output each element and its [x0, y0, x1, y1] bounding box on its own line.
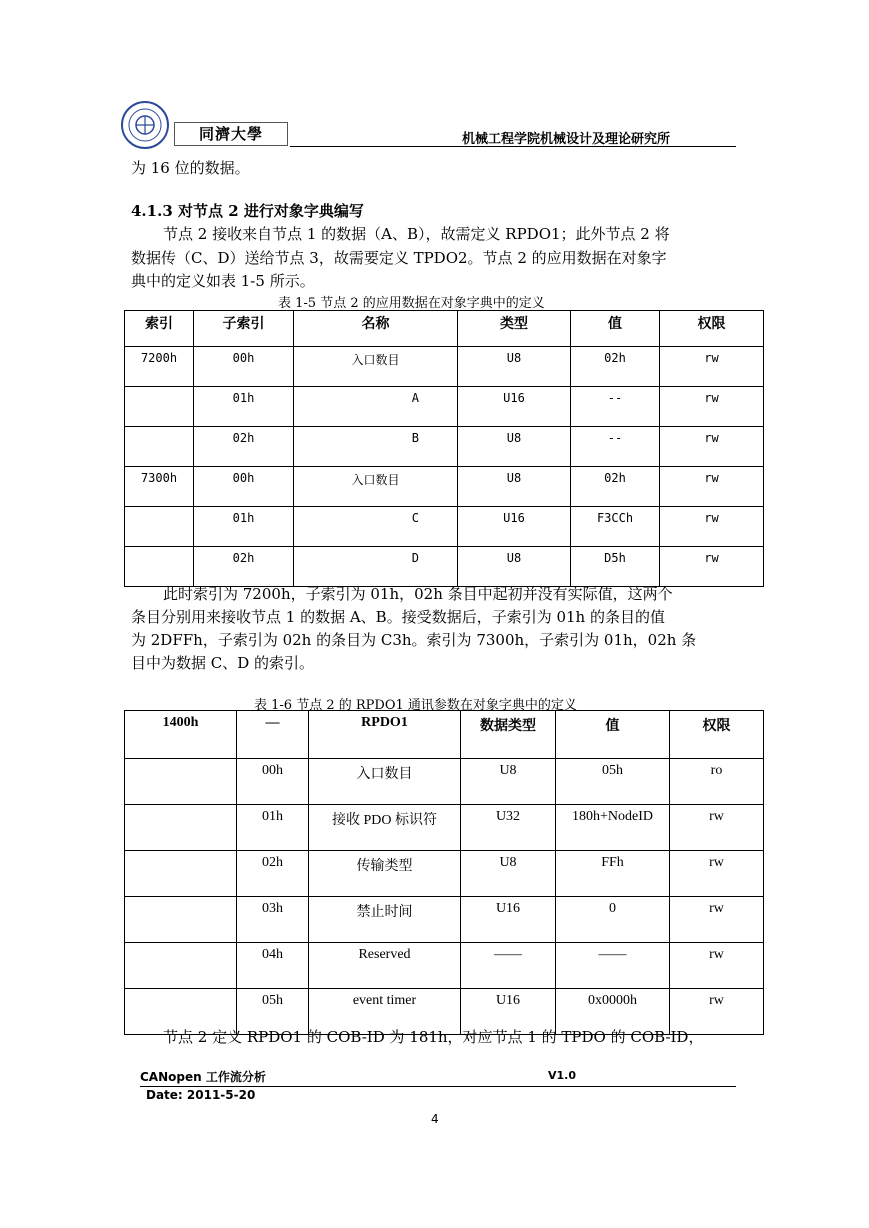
- table-cell: 入口数目: [294, 347, 458, 387]
- page-number: 4: [431, 1112, 439, 1126]
- table-cell: 02h: [194, 547, 294, 587]
- column-header: RPDO1: [309, 711, 461, 759]
- table-cell: --: [571, 427, 660, 467]
- table-cell: rw: [660, 547, 764, 587]
- table-cell: 04h: [237, 943, 309, 989]
- table-header-row: [125, 311, 764, 347]
- table-cell: U16: [461, 989, 556, 1035]
- table-cell: 接收 PDO 标识符: [309, 805, 461, 851]
- table-cell: FFh: [556, 851, 670, 897]
- table-header-row: [125, 711, 764, 759]
- table-cell: 0: [556, 897, 670, 943]
- table-cell: F3CCh: [571, 507, 660, 547]
- section-heading: 4.1.3 对节点 2 进行对象字典编写: [131, 202, 364, 220]
- table-cell: 入口数目: [309, 759, 461, 805]
- footer-version: V1.0: [548, 1069, 576, 1082]
- table-cell: [125, 759, 237, 805]
- table-cell: 00h: [194, 467, 294, 507]
- table-row: [125, 427, 764, 467]
- table-cell: ——: [556, 943, 670, 989]
- table-cell: 02h: [571, 467, 660, 507]
- paragraph-line: 节点 2 接收来自节点 1 的数据（A、B），故需定义 RPDO1；此外节点 2 将: [163, 225, 670, 243]
- table-cell: 03h: [237, 897, 309, 943]
- table-cell: 05h: [237, 989, 309, 1035]
- department-name: 机械工程学院机械设计及理论研究所: [461, 132, 670, 147]
- table-cell: U16: [458, 507, 571, 547]
- table-application-data: [124, 310, 764, 587]
- table-cell: 01h: [194, 507, 294, 547]
- table-cell: rw: [660, 347, 764, 387]
- table-cell: rw: [660, 507, 764, 547]
- table-cell: U8: [461, 759, 556, 805]
- paragraph-line: 为 2DFFh，子索引为 02h 的条目为 C3h。索引为 7300h，子索引为 01h，02h 条: [131, 631, 697, 649]
- table-cell: rw: [670, 897, 764, 943]
- university-name: 同濟大學: [174, 122, 288, 146]
- table-cell: 7200h: [125, 347, 194, 387]
- table-cell: rw: [660, 387, 764, 427]
- table-cell: D5h: [571, 547, 660, 587]
- table-row: [125, 347, 764, 387]
- table-cell: 05h: [556, 759, 670, 805]
- table-cell: D: [294, 547, 458, 587]
- header-divider: [290, 146, 736, 147]
- table-cell: U8: [458, 347, 571, 387]
- table-row: [125, 897, 764, 943]
- table-cell: rw: [660, 427, 764, 467]
- table-cell: 7300h: [125, 467, 194, 507]
- footer-title: CANopen 工作流分析: [140, 1070, 266, 1084]
- column-header: 索引: [125, 311, 194, 347]
- table-row: [125, 507, 764, 547]
- table-caption: 表 1-6 节点 2 的 RPDO1 通讯参数在对象字典中的定义: [254, 698, 577, 713]
- table-cell: --: [571, 387, 660, 427]
- university-seal-icon: [120, 100, 170, 150]
- table-cell: event timer: [309, 989, 461, 1035]
- column-header: 1400h: [125, 711, 237, 759]
- table-cell: 180h+NodeID: [556, 805, 670, 851]
- table-cell: ——: [461, 943, 556, 989]
- paragraph-line: 数据传（C、D）送给节点 3，故需要定义 TPDO2。节点 2 的应用数据在对象字: [131, 249, 667, 267]
- table-row: [125, 943, 764, 989]
- table-cell: [125, 897, 237, 943]
- column-header: 名称: [294, 311, 458, 347]
- column-header: 子索引: [194, 311, 294, 347]
- table-caption: 表 1-5 节点 2 的应用数据在对象字典中的定义: [278, 296, 545, 311]
- table-cell: [125, 943, 237, 989]
- column-header: 权限: [660, 311, 764, 347]
- table-cell: 02h: [237, 851, 309, 897]
- table-cell: ro: [670, 759, 764, 805]
- table-cell: C: [294, 507, 458, 547]
- table-cell: 00h: [237, 759, 309, 805]
- column-header: 值: [571, 311, 660, 347]
- column-header: —: [237, 711, 309, 759]
- paragraph-line: 此时索引为 7200h，子索引为 01h，02h 条目中起初并没有实际值，这两个: [163, 585, 673, 603]
- table-cell: [125, 427, 194, 467]
- paragraph-line: 节点 2 定义 RPDO1 的 COB-ID 为 181h，对应节点 1 的 TPDO 的 COB-ID，: [163, 1028, 704, 1046]
- table-cell: 02h: [194, 427, 294, 467]
- page-header: [120, 100, 736, 148]
- column-header: 数据类型: [461, 711, 556, 759]
- table-cell: U8: [458, 547, 571, 587]
- footer-date: Date: 2011-5-20: [146, 1088, 256, 1102]
- table-row: [125, 805, 764, 851]
- table-cell: rw: [670, 943, 764, 989]
- text-line: 为 16 位的数据。: [131, 159, 250, 177]
- table-row: [125, 759, 764, 805]
- table-cell: B: [294, 427, 458, 467]
- table-cell: U32: [461, 805, 556, 851]
- column-header: 类型: [458, 311, 571, 347]
- column-header: 值: [556, 711, 670, 759]
- paragraph-line: 条目分别用来接收节点 1 的数据 A、B。接受数据后，子索引为 01h 的条目的值: [131, 608, 665, 626]
- footer-divider: [140, 1086, 736, 1087]
- table-cell: 传输类型: [309, 851, 461, 897]
- table-cell: 00h: [194, 347, 294, 387]
- table-cell: [125, 507, 194, 547]
- table-cell: 02h: [571, 347, 660, 387]
- table-cell: 禁止时间: [309, 897, 461, 943]
- table-cell: 01h: [237, 805, 309, 851]
- paragraph-line: 目中为数据 C、D 的索引。: [131, 654, 315, 672]
- paragraph-line: 典中的定义如表 1-5 所示。: [131, 272, 315, 290]
- table-cell: U16: [461, 897, 556, 943]
- table-rpdo1-params: [124, 710, 764, 1035]
- column-header: 权限: [670, 711, 764, 759]
- table-cell: [125, 851, 237, 897]
- table-cell: 入口数目: [294, 467, 458, 507]
- table-cell: U8: [461, 851, 556, 897]
- table-cell: [125, 805, 237, 851]
- table-cell: rw: [660, 467, 764, 507]
- table-cell: U8: [458, 467, 571, 507]
- table-cell: rw: [670, 805, 764, 851]
- table-row: [125, 851, 764, 897]
- table-cell: A: [294, 387, 458, 427]
- table-cell: U8: [458, 427, 571, 467]
- table-cell: 0x0000h: [556, 989, 670, 1035]
- table-cell: U16: [458, 387, 571, 427]
- table-cell: 01h: [194, 387, 294, 427]
- table-cell: rw: [670, 851, 764, 897]
- table-cell: Reserved: [309, 943, 461, 989]
- table-row: [125, 467, 764, 507]
- table-row: [125, 387, 764, 427]
- table-cell: rw: [670, 989, 764, 1035]
- table-cell: [125, 387, 194, 427]
